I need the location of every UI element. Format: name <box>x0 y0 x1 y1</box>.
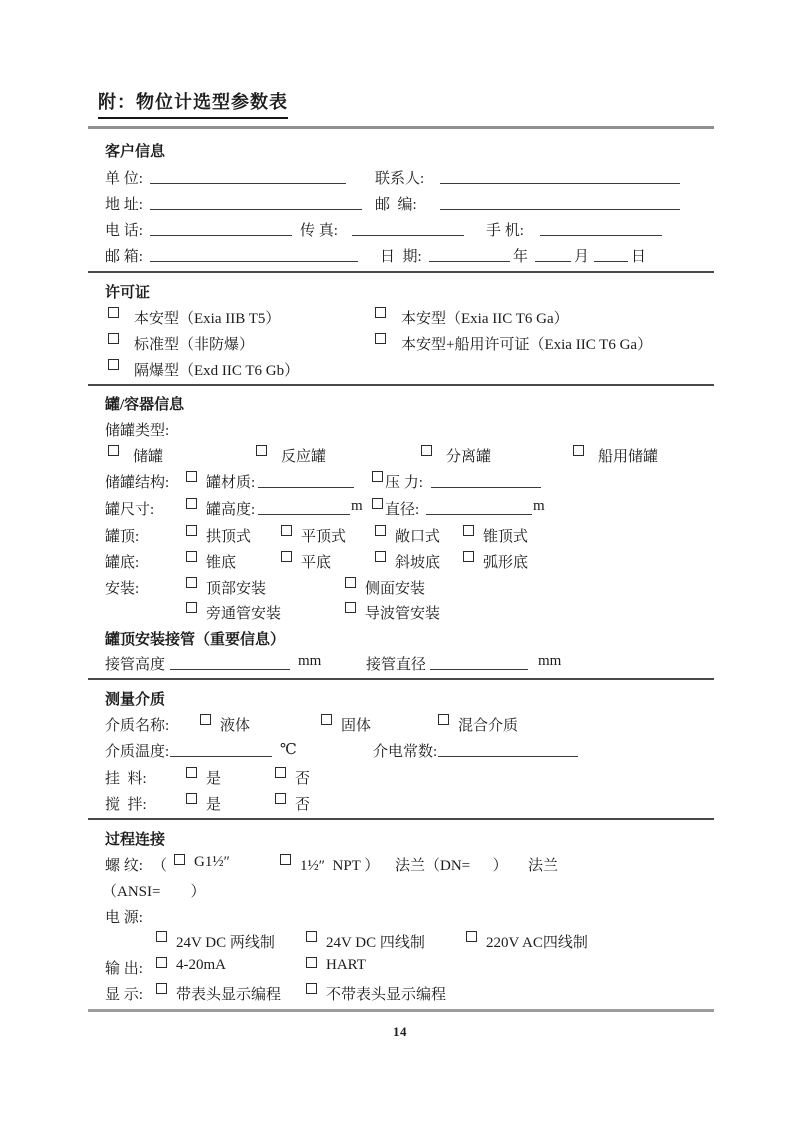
email-label: 邮 箱: <box>105 249 143 265</box>
checkbox-flat-bottom[interactable] <box>281 551 292 562</box>
phone-field[interactable] <box>150 219 292 236</box>
thread-label: 螺 纹: <box>105 858 143 874</box>
page-number: 14 <box>393 1024 407 1039</box>
year-field[interactable] <box>429 245 510 262</box>
tank-bottom-row <box>88 551 728 575</box>
section-medium-heading: 测量介质 <box>105 692 166 708</box>
checkbox-cone-bottom[interactable] <box>186 551 197 562</box>
yes-label: 是 <box>206 797 222 813</box>
power-label: 电 源: <box>105 910 143 926</box>
install-option: 导波管安装 <box>365 606 441 622</box>
checkbox-exia-iic-t6-ga[interactable] <box>375 307 386 318</box>
medium-name-option: 液体 <box>220 718 251 734</box>
nozzle-diameter-field[interactable] <box>430 653 528 670</box>
output-label: 输 出: <box>105 961 143 977</box>
output-row <box>88 957 728 981</box>
contact-label: 联系人: <box>375 171 425 187</box>
license-option-label: 隔爆型（Exd IIC T6 Gb） <box>134 363 300 379</box>
checkbox-marine-tank[interactable] <box>573 445 584 456</box>
paren-open: （ <box>152 858 168 874</box>
display-option: 带表头显示编程 <box>176 987 282 1003</box>
tank-bottom-option: 锥底 <box>206 555 237 571</box>
no-label: 否 <box>295 797 311 813</box>
output-option: 4-20mA <box>176 957 226 973</box>
checkbox-slope-bottom[interactable] <box>375 551 386 562</box>
output-option: HART <box>326 957 366 973</box>
tank-size-row <box>88 498 728 522</box>
contact-field[interactable] <box>440 167 680 184</box>
mobile-field[interactable] <box>540 219 662 236</box>
checkbox-tank-material[interactable] <box>186 471 197 482</box>
medium-name-row <box>88 714 728 738</box>
flange-label: 法兰 <box>528 858 559 874</box>
power-option: 24V DC 两线制 <box>176 935 275 951</box>
license-row-1 <box>88 307 728 331</box>
checkbox-24vdc-2wire[interactable] <box>156 931 167 942</box>
power-options-row <box>88 931 728 955</box>
checkbox-diameter[interactable] <box>372 498 383 509</box>
phone-label: 电 话: <box>105 223 143 239</box>
thread-option: 1½″ NPT ） <box>300 858 380 874</box>
tank-top-option: 平顶式 <box>301 529 347 545</box>
date-label: 日 期: <box>380 249 422 265</box>
nozzle-height-label: 接管高度 <box>105 657 166 673</box>
checkbox-buildup-no[interactable] <box>275 767 286 778</box>
tank-size-label: 罐尺寸: <box>105 502 155 518</box>
license-row-2 <box>88 333 728 357</box>
thread-row <box>88 854 728 878</box>
tank-height-label: 罐高度: <box>206 502 256 518</box>
install-option: 顶部安装 <box>206 581 267 597</box>
tank-type-option: 反应罐 <box>281 449 327 465</box>
tank-bottom-option: 平底 <box>301 555 332 571</box>
tank-top-option: 拱顶式 <box>206 529 252 545</box>
medium-temp-label: 介质温度: <box>105 744 170 760</box>
license-option-label: 本安型+船用许可证（Exia IIC T6 Ga） <box>401 337 653 353</box>
checkbox-reaction-tank[interactable] <box>256 445 267 456</box>
checkbox-g1half-thread[interactable] <box>174 854 185 865</box>
fax-label: 传 真: <box>300 223 338 239</box>
checkbox-liquid[interactable] <box>200 714 211 725</box>
buildup-row <box>88 767 728 791</box>
pressure-field[interactable] <box>431 471 541 488</box>
checkbox-mixed-medium[interactable] <box>438 714 449 725</box>
divider <box>88 678 714 680</box>
checkbox-marine-license[interactable] <box>375 333 386 344</box>
dielectric-field[interactable] <box>438 740 578 757</box>
section-customer-heading: 客户信息 <box>105 144 166 160</box>
pressure-label: 压 力: <box>385 475 423 491</box>
page-title: 附：物位计选型参数表 <box>98 88 288 119</box>
ansi-row <box>88 880 728 904</box>
checkbox-display-without-meter[interactable] <box>306 983 317 994</box>
power-option: 220V AC四线制 <box>486 935 588 951</box>
tank-type-option: 储罐 <box>133 449 164 465</box>
checkbox-dome-roof[interactable] <box>186 525 197 536</box>
checkbox-npt-thread[interactable] <box>280 854 291 865</box>
install-label: 安装: <box>105 581 140 597</box>
divider <box>88 271 714 273</box>
display-option: 不带表头显示编程 <box>326 987 447 1003</box>
nozzle-heading: 罐顶安装接管（重要信息） <box>105 632 286 648</box>
customer-unit-row <box>88 167 728 191</box>
nozzle-height-field[interactable] <box>170 653 290 670</box>
tank-top-option: 敞口式 <box>395 529 441 545</box>
month-label: 月 <box>574 249 590 265</box>
checkbox-cone-roof[interactable] <box>463 525 474 536</box>
tank-material-field[interactable] <box>258 471 354 488</box>
divider <box>88 818 714 820</box>
diameter-label: 直径: <box>385 502 420 518</box>
checkbox-standard-nonex[interactable] <box>108 333 119 344</box>
nozzle-diameter-label: 接管直径 <box>366 657 427 673</box>
fax-field[interactable] <box>352 219 464 236</box>
tank-bottom-option: 弧形底 <box>483 555 529 571</box>
tank-top-label: 罐顶: <box>105 529 140 545</box>
medium-temp-field[interactable] <box>170 740 272 757</box>
checkbox-side-mount[interactable] <box>345 577 356 588</box>
nozzle-diameter-unit: mm <box>538 653 562 669</box>
install-row-2 <box>88 602 728 626</box>
checkbox-exia-iib-t5[interactable] <box>108 307 119 318</box>
checkbox-open-top[interactable] <box>375 525 386 536</box>
ansi-label: （ANSI= ） <box>102 884 206 900</box>
divider <box>88 1009 714 1012</box>
checkbox-storage-tank[interactable] <box>108 445 119 456</box>
medium-temp-unit: ℃ <box>280 742 297 758</box>
tank-type-option: 分离罐 <box>446 449 492 465</box>
nozzle-height-unit: mm <box>298 653 322 669</box>
divider <box>88 126 714 129</box>
license-option-label: 本安型（Exia IIB T5） <box>134 311 281 327</box>
checkbox-24vdc-4wire[interactable] <box>306 931 317 942</box>
medium-name-option: 固体 <box>341 718 372 734</box>
diameter-unit: m <box>533 498 545 514</box>
checkbox-stir-yes[interactable] <box>186 793 197 804</box>
tank-bottom-label: 罐底: <box>105 555 140 571</box>
tank-height-unit: m <box>351 498 363 514</box>
license-option-label: 标准型（非防爆） <box>134 337 255 353</box>
license-row-3 <box>88 359 728 383</box>
checkbox-flat-roof[interactable] <box>281 525 292 536</box>
nozzle-row <box>88 653 728 677</box>
day-label: 日 <box>631 249 647 265</box>
checkbox-top-mount[interactable] <box>186 577 197 588</box>
tank-height-field[interactable] <box>258 498 350 515</box>
medium-name-label: 介质名称: <box>105 718 170 734</box>
medium-temp-row <box>88 740 728 764</box>
postcode-label: 邮 编: <box>375 197 417 213</box>
medium-name-option: 混合介质 <box>458 718 519 734</box>
checkbox-display-with-meter[interactable] <box>156 983 167 994</box>
unit-field[interactable] <box>150 167 346 184</box>
tank-top-option: 锥顶式 <box>483 529 529 545</box>
tank-top-row <box>88 525 728 549</box>
tank-type-label: 储罐类型: <box>105 423 170 439</box>
stir-row <box>88 793 728 817</box>
checkbox-stir-no[interactable] <box>275 793 286 804</box>
license-option-label: 本安型（Exia IIC T6 Ga） <box>401 311 569 327</box>
flange-dn-label: 法兰（DN= ） <box>395 858 508 874</box>
tank-structure-label: 储罐结构: <box>105 475 170 491</box>
address-label: 地 址: <box>105 197 143 213</box>
install-option: 侧面安装 <box>365 581 426 597</box>
checkbox-separation-tank[interactable] <box>421 445 432 456</box>
unit-label: 单 位: <box>105 171 143 187</box>
no-label: 否 <box>295 771 311 787</box>
checkbox-220vac-4wire[interactable] <box>466 931 477 942</box>
section-license-heading: 许可证 <box>105 285 151 301</box>
address-field[interactable] <box>150 193 362 210</box>
checkbox-pressure[interactable] <box>372 471 383 482</box>
mobile-label: 手 机: <box>486 223 524 239</box>
customer-phone-row <box>88 219 728 243</box>
day-field[interactable] <box>594 245 628 262</box>
checkbox-dish-bottom[interactable] <box>463 551 474 562</box>
month-field[interactable] <box>535 245 571 262</box>
install-row-1 <box>88 577 728 601</box>
tank-type-option: 船用储罐 <box>598 449 659 465</box>
year-label: 年 <box>513 249 529 265</box>
checkbox-tank-height[interactable] <box>186 498 197 509</box>
checkbox-bypass-pipe-mount[interactable] <box>186 602 197 613</box>
install-option: 旁通管安装 <box>206 606 282 622</box>
power-option: 24V DC 四线制 <box>326 935 425 951</box>
buildup-label: 挂 料: <box>105 771 147 787</box>
checkbox-buildup-yes[interactable] <box>186 767 197 778</box>
checkbox-hart[interactable] <box>306 957 317 968</box>
section-tank-heading: 罐/容器信息 <box>105 397 185 413</box>
section-process-heading: 过程连接 <box>105 832 166 848</box>
tank-material-label: 罐材质: <box>206 475 256 491</box>
thread-option: G1½″ <box>194 854 230 870</box>
divider <box>88 384 714 386</box>
display-row <box>88 983 728 1007</box>
tank-bottom-option: 斜坡底 <box>395 555 441 571</box>
customer-address-row <box>88 193 728 217</box>
diameter-field[interactable] <box>426 498 532 515</box>
yes-label: 是 <box>206 771 222 787</box>
customer-email-row <box>88 245 728 269</box>
display-label: 显 示: <box>105 987 143 1003</box>
checkbox-solid[interactable] <box>321 714 332 725</box>
stir-label: 搅 拌: <box>105 797 147 813</box>
postcode-field[interactable] <box>440 193 680 210</box>
email-field[interactable] <box>150 245 358 262</box>
checkbox-stilling-well-mount[interactable] <box>345 602 356 613</box>
tank-structure-row <box>88 471 728 495</box>
checkbox-4-20ma[interactable] <box>156 957 167 968</box>
dielectric-label: 介电常数: <box>373 744 438 760</box>
checkbox-exd-iic-t6-gb[interactable] <box>108 359 119 370</box>
tank-type-row <box>88 445 728 469</box>
